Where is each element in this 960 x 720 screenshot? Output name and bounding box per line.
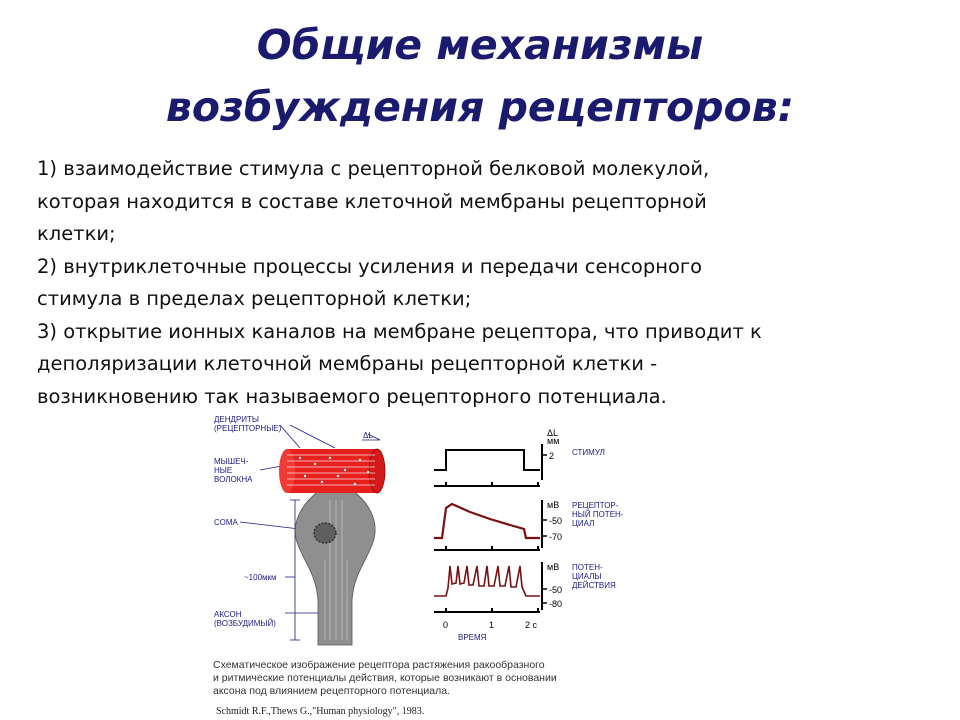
ap-tick-1: -50 (549, 585, 563, 595)
ap-unit: мВ (547, 562, 560, 572)
receptor-neuron-body (295, 490, 375, 645)
label-soma: СОМА (214, 518, 238, 527)
label-axon: АКСОН (ВОЗБУДИМЫЙ) (214, 610, 276, 628)
muscle-fibers (279, 449, 385, 493)
title-line-2: возбуждения рецепторов: (165, 83, 795, 131)
receptor-label: РЕЦЕПТОР-НЫЙ ПОТЕН-ЦИАЛ (572, 501, 624, 528)
stimulus-unit: ΔL мм (547, 428, 560, 446)
stimulus-label: СТИМУЛ (572, 448, 605, 457)
action-potentials-trace (434, 566, 540, 596)
receptor-tick-2: -70 (549, 532, 563, 542)
title-line-1: Общие механизмы (256, 21, 704, 69)
receptor-tick-1: -50 (549, 516, 563, 526)
figure-caption (213, 659, 643, 698)
mechanism-item-1: 1) взаимодействие стимула с рецепторной белковой молекулой, которая находится в составе клеточной мембраны рецепторной клетки; (37, 157, 710, 245)
stimulus-plot (434, 428, 605, 486)
label-scale: ~100мкм (244, 573, 277, 582)
mechanism-item-3: 3) открытие ионных каналов на мембране рецептора, что приводит к деполяризации клеточной мембраны рецепторной клетки - возникновению так называемого рецепторного потенциала. (37, 319, 762, 408)
label-dendrites: ДЕНДРИТЫ (РЕЦЕПТОРНЫЕ) (214, 415, 282, 433)
time-tick-0: 0 (443, 620, 449, 630)
stimulus-tick: 2 (549, 451, 555, 461)
stimulus-trace (434, 450, 540, 470)
time-label: ВРЕМЯ (458, 633, 487, 642)
receptor-unit: мВ (547, 500, 560, 510)
label-delta-l: ΔL (363, 431, 373, 440)
label-muscle-fibers: МЫШЕЧ-НЫЕ ВОЛОКНА (214, 457, 253, 484)
nucleus (314, 523, 336, 543)
ap-label: ПОТЕН-ЦИАЛЫ ДЕЙСТВИЯ (572, 563, 616, 590)
time-tick-2: 2 с (525, 620, 538, 630)
action-potentials-plot (434, 562, 616, 612)
time-tick-1: 1 (489, 620, 495, 630)
figure-citation: Schmidt R.F.,Thews G.,"Human physiology", 1983. (216, 706, 425, 717)
receptor-potential-plot (434, 500, 624, 550)
receptor-potential-trace (434, 504, 540, 538)
mechanism-item-2: 2) внутриклеточные процессы усиления и передачи сенсорного стимула в пределах рецепторной клетки; (37, 254, 703, 310)
figure-caption-text: Схематическое изображение рецептора растяжения ракообразного и ритмические потенциалы действия, которые возникают в основании аксона под влиянием рецепторного потенциала. (213, 659, 557, 697)
ap-tick-2: -80 (549, 599, 563, 609)
